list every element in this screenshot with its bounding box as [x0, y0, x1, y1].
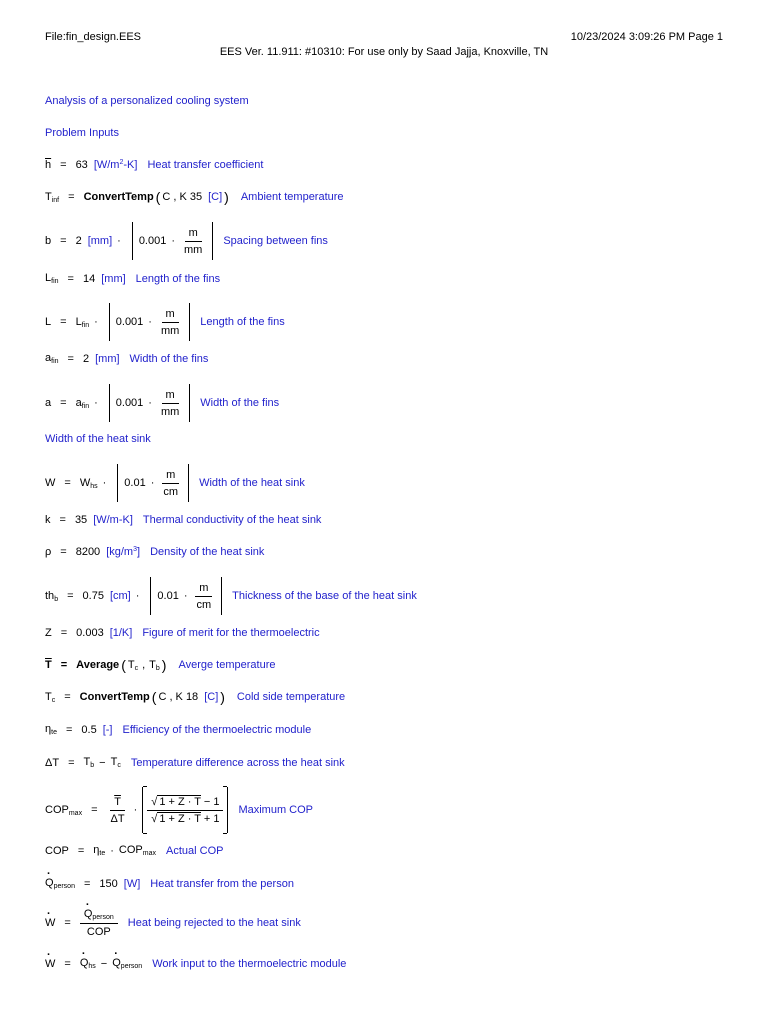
- eq-unit: [C]: [204, 691, 219, 703]
- eq-conversion: 0.01 · $\frac{m}{cm}$: [117, 464, 189, 502]
- eq-comment: Width of the fins: [129, 352, 209, 365]
- header-version: EES Ver. 11.911: #10310: For use only by Saad Jajja, Knoxville, TN: [219, 46, 549, 58]
- equation-w-dot-ratio: · W = · $\frac{Q_{person}}{\text{COP}}$ Heat being rejected to the heat sink: [45, 908, 301, 938]
- equation-z: Z = 0.003 [1/K] Figure of merit for the thermoelectric: [45, 627, 320, 639]
- equation-b: b = 2 [mm] · 0.001 · $\frac{m}{mm}$ Spacing between fins: [45, 222, 328, 260]
- eq-comment: Figure of merit for the thermoelectric: [142, 627, 320, 639]
- eq-lhs: $th_b$: [45, 589, 59, 603]
- eq-lhs: ρ: [45, 546, 52, 558]
- eq-conversion: 0.01 · $\frac{m}{cm}$: [150, 577, 222, 615]
- eq-comment: Width of the fins: [200, 397, 280, 409]
- eq-lhs: b: [45, 235, 52, 247]
- section-problem-inputs: Problem Inputs: [45, 127, 119, 139]
- eq-comment: Cold side temperature: [236, 691, 346, 703]
- equation-q-person: · $Q_{person}$ = 150 [W] Heat transfer from the person: [45, 877, 294, 890]
- eq-comment: Efficiency of the thermoelectric module: [122, 723, 312, 736]
- eq-conversion: 0.001 · $\frac{m}{mm}$: [132, 222, 214, 260]
- eq-conversion: 0.001 · $\frac{m}{mm}$: [109, 303, 191, 341]
- eq-lhs: $L_{fin}$: [45, 272, 59, 285]
- eq-comment: Work input to the thermoelectric module: [152, 957, 347, 970]
- section-width-heat-sink: Width of the heat sink: [45, 433, 151, 445]
- eq-value: 0.5: [81, 723, 97, 736]
- eq-lhs: $\eta_{te}$: [45, 723, 57, 736]
- equation-w-dot-balance: · W = · $Q_{hs}$ − · $Q_{person}$ Work input to the thermoelectric module: [45, 957, 346, 970]
- eq-value: 8200: [75, 546, 101, 558]
- eq-lhs: · W: [45, 917, 55, 929]
- eq-unit: $[W/m^2-K]$: [93, 159, 138, 171]
- eq-comment: Heat transfer coefficient: [147, 159, 264, 171]
- eq-function: Average: [76, 659, 120, 671]
- eq-value: 2: [82, 352, 90, 365]
- eq-unit: [-]: [102, 723, 113, 736]
- eq-function: ConvertTemp: [83, 191, 154, 203]
- eq-fraction: · $\frac{Q_{person}}{\text{COP}}$: [80, 908, 118, 938]
- eq-conversion: 0.001 · $\frac{m}{mm}$: [109, 384, 191, 422]
- eq-comment: Length of the fins: [135, 272, 221, 285]
- eq-rhs: $a_{fin}$: [75, 396, 90, 410]
- eq-lhs: $a_{fin}$: [45, 352, 59, 365]
- eq-unit: [W/m-K]: [93, 514, 133, 526]
- eq-comment: Heat being rejected to the heat sink: [127, 917, 301, 929]
- eq-unit: [mm]: [87, 235, 113, 247]
- equation-h: $\overline{h}$ = 63 $[W/m^2-K]$ Heat transfer coefficient: [45, 159, 264, 171]
- eq-comment: Actual COP: [166, 844, 224, 857]
- eq-lhs: $\overline{T}$: [45, 659, 52, 671]
- equation-delta-t: ΔT = $T_b$ − $T_c$ Temperature difference across the heat sink: [45, 756, 345, 769]
- eq-lhs: Z: [45, 627, 52, 639]
- eq-lhs: L: [45, 316, 52, 328]
- eq-lhs: COP: [45, 844, 69, 857]
- eq-lhs: W: [45, 477, 56, 489]
- eq-lhs: $T_{inf}$: [45, 190, 60, 204]
- section-analysis: Analysis of a personalized cooling system: [45, 95, 249, 107]
- eq-unit: $[kg/m^3]$: [106, 546, 141, 558]
- eq-comment: Ambient temperature: [240, 191, 344, 203]
- eq-comment: Temperature difference across the heat sink: [130, 756, 345, 769]
- eq-lhs: $T_c$: [45, 690, 56, 704]
- eq-value: 2: [75, 235, 82, 247]
- eq-lhs: a: [45, 397, 52, 409]
- header-date-page: 10/23/2024 3:09:26 PM Page 1: [570, 31, 723, 43]
- equation-t-c: $T_c$ = ConvertTemp ( C , K 18 [C] ) Cold side temperature: [45, 689, 346, 705]
- eq-comment: Averge temperature: [178, 659, 276, 671]
- equation-t-inf: $T_{inf}$ = ConvertTemp ( C , K 35 [C] ) Ambient temperature: [45, 189, 344, 205]
- equation-k: k = 35 [W/m-K] Thermal conductivity of the heat sink: [45, 514, 322, 526]
- equation-rho: ρ = 8200 $[kg/m^3]$ Density of the heat sink: [45, 546, 265, 558]
- eq-rhs: $W_{hs}$: [79, 476, 98, 490]
- eq-args: C , K 18: [158, 691, 199, 703]
- eq-unit: [cm]: [109, 590, 131, 602]
- eq-lhs: · $Q_{person}$: [45, 877, 75, 890]
- equation-cop: COP = $\eta_{te}$ · $COP_{max}$ Actual COP: [45, 844, 224, 857]
- eq-comment: Length of the fins: [200, 316, 285, 328]
- equation-w: W = $W_{hs}$ · 0.01 · $\frac{m}{cm}$ Width of the heat sink: [45, 464, 305, 502]
- eq-lhs: k: [45, 514, 51, 526]
- eq-value: 14: [82, 272, 96, 285]
- eq-comment: Heat transfer from the person: [150, 877, 294, 890]
- equation-th-b: $th_b$ = 0.75 [cm] · 0.01 · $\frac{m}{cm}$ Thickness of the base of the heat sink: [45, 577, 417, 615]
- eq-unit: [1/K]: [109, 627, 133, 639]
- eq-unit: [C]: [208, 191, 223, 203]
- eq-value: 0.003: [76, 627, 104, 639]
- eq-value: 0.75: [82, 590, 104, 602]
- eq-value: 63: [75, 159, 88, 171]
- eq-comment: Thickness of the base of the heat sink: [232, 590, 417, 602]
- eq-function: ConvertTemp: [79, 691, 150, 703]
- eq-unit: [mm]: [95, 352, 120, 365]
- eq-fraction: $\frac{\overline{T}}{\Delta T}$: [110, 795, 125, 825]
- eq-lhs: $\overline{h}$: [45, 159, 52, 171]
- eq-unit: [mm]: [101, 272, 126, 285]
- eq-unit: [W]: [123, 877, 141, 890]
- equation-l-fin: $L_{fin}$ = 14 [mm] Length of the fins: [45, 272, 221, 285]
- eq-lhs: ΔT: [45, 756, 60, 769]
- eq-comment: Spacing between fins: [223, 235, 328, 247]
- eq-comment: Maximum COP: [238, 804, 314, 816]
- header-file-name: File:fin_design.EES: [45, 31, 141, 43]
- equation-l: L = $L_{fin}$ · 0.001 · $\frac{m}{mm}$ Length of the fins: [45, 303, 285, 341]
- eq-value: 35: [74, 514, 88, 526]
- eq-lhs: · W: [45, 958, 55, 970]
- eq-value: 150: [99, 877, 118, 890]
- equation-a: a = $a_{fin}$ · 0.001 · $\frac{m}{mm}$ Width of the fins: [45, 384, 279, 422]
- eq-rhs: $L_{fin}$: [75, 315, 90, 329]
- eq-bracket: $\frac{√ 1 + Z \cdot T - 1}{√ 1 + Z \cdot T + 1}$: [142, 787, 228, 833]
- eq-lhs: $COP_{max}$: [45, 803, 83, 817]
- equation-eta-te: $\eta_{te}$ = 0.5 [-] Efficiency of the thermoelectric module: [45, 723, 312, 736]
- eq-comment: Width of the heat sink: [199, 477, 305, 489]
- eq-args: C , K 35: [162, 191, 203, 203]
- equation-cop-max: $COP_{max}$ = $\frac{\overline{T}}{\Delta T}$ · $\frac{√ 1 + Z \cdot T - 1}{√ 1 + Z \cdot T + 1}$ Maximum COP: [45, 787, 313, 833]
- equation-t-bar: $\overline{T}$ = Average ( $T_c$ , $T_b$ ) Averge temperature: [45, 657, 276, 673]
- equation-a-fin: $a_{fin}$ = 2 [mm] Width of the fins: [45, 352, 209, 365]
- eq-comment: Thermal conductivity of the heat sink: [142, 514, 322, 526]
- eq-comment: Density of the heat sink: [150, 546, 265, 558]
